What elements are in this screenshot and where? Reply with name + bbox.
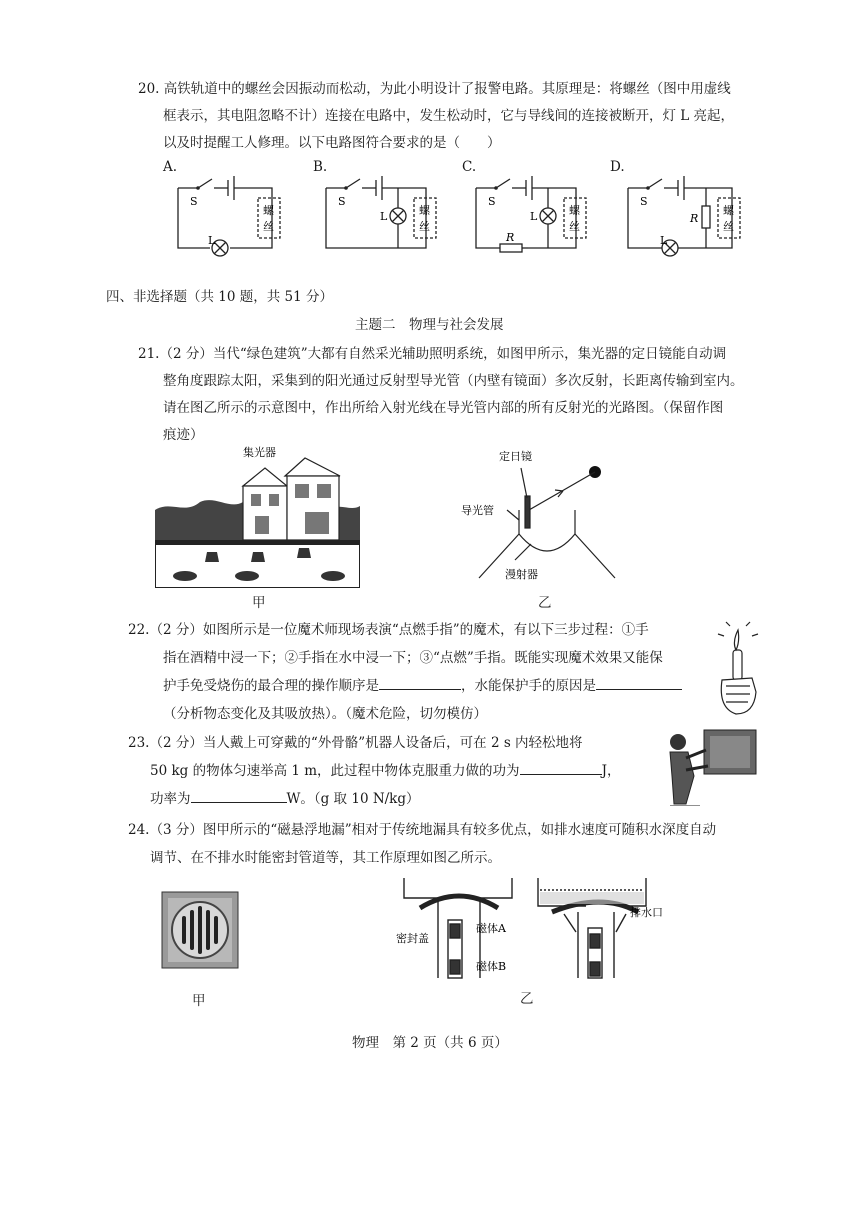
light-tube-schematic	[455, 448, 630, 588]
option-d-label: D.	[610, 159, 625, 175]
screw-label-2: 丝	[263, 220, 274, 233]
lamp-label: L	[530, 210, 538, 223]
switch-label: S	[190, 195, 198, 208]
mirror-label: 定日镜	[499, 450, 532, 463]
q23-work-blank[interactable]	[520, 760, 602, 775]
q24-line-2: 调节、在不排水时能密封管道等，其工作原理如图乙所示。	[150, 850, 501, 866]
q22-line-1: 22.（2 分）如图所示是一位魔术师现场表演“点燃手指”的魔术，有以下三步过程：①手	[128, 622, 649, 638]
section-heading: 四、非选择题（共 10 题，共 51 分）	[106, 289, 334, 305]
switch-label: S	[640, 195, 648, 208]
green-building-figure	[155, 440, 360, 588]
q23-text-c: 功率为	[150, 791, 191, 807]
collector-label: 集光器	[243, 446, 276, 459]
q23-line-2	[150, 758, 620, 785]
magnetic-drain-diagram	[390, 872, 680, 982]
lamp-label: L	[208, 234, 216, 247]
circuit-a-diagram	[170, 170, 290, 260]
q21-line-2: 整角度跟踪太阳，采集到的阳光通过反射型导光管（内壁有镜面）多次反射，长距离传输到室内。	[163, 373, 744, 389]
screw-label: 螺	[263, 204, 274, 217]
q22-line-4: （分析物态变化及其吸放热）。（魔术危险，切勿模仿）	[163, 706, 487, 722]
resistor-label: R	[690, 212, 699, 225]
option-b-label: B.	[313, 159, 328, 175]
lamp-label: L	[660, 234, 668, 247]
q23-text-d: W。（g 取 10 N/kg）	[286, 791, 420, 807]
screw-label-2: 丝	[569, 220, 580, 233]
q20-line-2: 框表示，其电阻忽略不计）连接在电路中，发生松动时，它与导线间的连接被断开，灯 L 亮起，	[163, 108, 735, 124]
q22-answer-blank-1[interactable]	[379, 675, 461, 690]
caption-jia-24: 甲	[192, 993, 206, 1009]
q21-line-3: 请在图乙所示的示意图中，作出所给入射光线在导光管内部的所有反射光的光路图。（保留作图	[163, 400, 724, 416]
circuit-b-diagram	[318, 170, 443, 260]
q21-line-4: 痕迹）	[163, 427, 204, 443]
caption-yi-24: 乙	[520, 991, 534, 1007]
tube-label: 导光管	[461, 504, 494, 517]
q20-line-3: 以及时提醒工人修理。以下电路图符合要求的是（ ）	[163, 135, 501, 151]
screw-label: 螺	[419, 204, 430, 217]
screw-label: 螺	[569, 204, 580, 217]
magnet-b-label: 磁体B	[476, 960, 507, 973]
switch-label: S	[488, 195, 496, 208]
diffuser-label: 漫射器	[505, 568, 538, 581]
circuit-d-diagram	[620, 170, 750, 260]
theme-title: 主题二 物理与社会发展	[355, 317, 504, 333]
caption-jia-21: 甲	[252, 595, 266, 611]
option-c-label: C.	[462, 159, 477, 175]
q23-text-a: 50 kg 的物体匀速举高 1 m，此过程中物体克服重力做的功为	[150, 763, 520, 779]
magnet-a-label: 磁体A	[476, 922, 506, 935]
q22-text-b: ，水能保护手的原因是	[461, 678, 596, 694]
option-a-label: A.	[163, 159, 178, 175]
q22-line-2: 指在酒精中浸一下；②手指在水中浸一下；③“点燃”手指。既能实现魔术效果又能保	[163, 650, 663, 666]
floor-drain-photo	[160, 890, 240, 970]
q22-line-3	[163, 673, 682, 700]
circuit-c-diagram	[468, 170, 593, 260]
outlet-label: 排水口	[630, 906, 663, 919]
page-footer: 物理 第 2 页（共 6 页）	[352, 1035, 508, 1051]
q22-answer-blank-2[interactable]	[596, 675, 682, 690]
caption-yi-21: 乙	[538, 595, 552, 611]
resistor-label: R	[506, 231, 515, 244]
screw-label-2: 丝	[419, 220, 430, 233]
screw-label-2: 丝	[723, 220, 734, 233]
q24-line-1: 24.（3 分）图甲所示的“磁悬浮地漏”相对于传统地漏具有较多优点，如排水速度可随积水深度自动	[128, 822, 717, 838]
q23-unit-j: J，	[601, 763, 621, 779]
q23-power-blank[interactable]	[191, 788, 287, 803]
q22-text-a: 护手免受烧伤的最合理的操作顺序是	[163, 678, 379, 694]
burning-finger-figure	[712, 620, 764, 720]
seal-label: 密封盖	[396, 932, 429, 945]
q23-line-3	[150, 786, 420, 813]
screw-label: 螺	[723, 204, 734, 217]
exoskeleton-figure	[660, 726, 760, 806]
lamp-label: L	[380, 210, 388, 223]
q21-line-1: 21.（2 分）当代“绿色建筑”大都有自然采光辅助照明系统，如图甲所示，集光器的定日镜能自动调	[138, 346, 727, 362]
q23-line-1: 23.（2 分）当人戴上可穿戴的“外骨骼”机器人设备后，可在 2 s 内轻松地将	[128, 735, 583, 751]
switch-label: S	[338, 195, 346, 208]
q20-line-1: 20. 高铁轨道中的螺丝会因振动而松动，为此小明设计了报警电路。其原理是：将螺丝（图中用虚线	[138, 81, 731, 97]
